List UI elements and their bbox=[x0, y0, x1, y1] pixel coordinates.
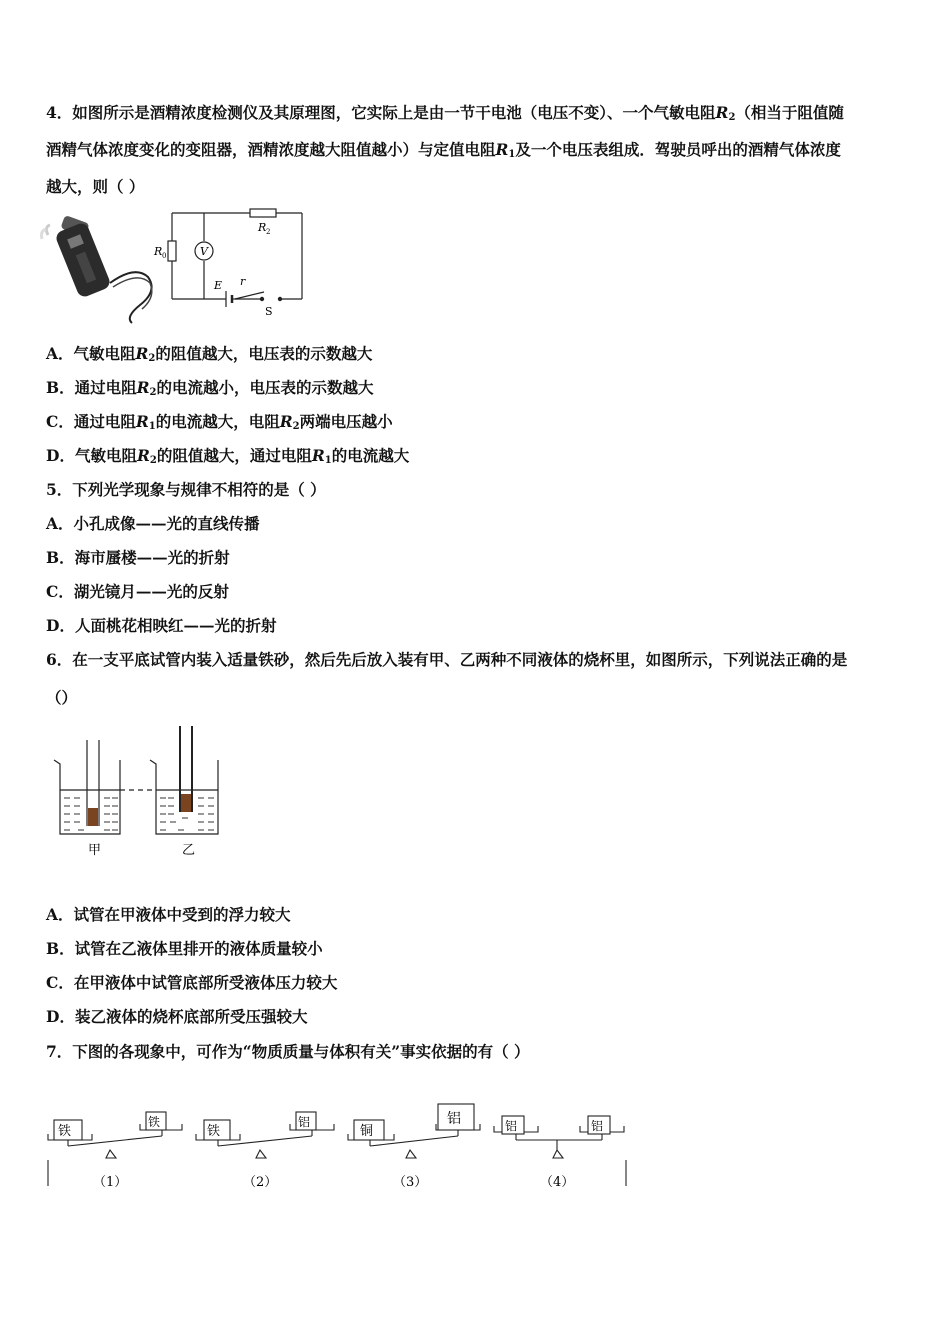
var-sub: 1 bbox=[324, 455, 332, 466]
iron-sand-yi bbox=[181, 794, 191, 812]
r2-label-sub: 2 bbox=[266, 228, 271, 236]
q4-stem-text: 及一个电压表组成．驾驶员呼出的酒精气体浓度 bbox=[515, 140, 841, 159]
var-r: R bbox=[136, 446, 150, 465]
scale-1-left-block: 铁 bbox=[58, 1124, 72, 1139]
emf-label: E bbox=[214, 279, 223, 292]
beaker-label-yi: 乙 bbox=[182, 843, 196, 858]
q7-stem: 7．下图的各现象中，可作为“物质质量与体积有关”事实依据的有（ ） bbox=[46, 1042, 530, 1061]
r0-label: R bbox=[154, 245, 163, 258]
scale-1-caption: （1） bbox=[93, 1175, 128, 1190]
var-r: R bbox=[715, 103, 729, 122]
var-sub: 2 bbox=[728, 112, 736, 123]
option-text: 的电流越大 bbox=[331, 446, 410, 465]
q4-stem-text: 酒精气体浓度变化的变阻器，酒精浓度越大阻值越小）与定值电阻 bbox=[46, 140, 496, 159]
var-r: R bbox=[495, 140, 509, 159]
q6-stem-line-1: 6．在一支平底试管内装入适量铁砂，然后先后放入装有甲、乙两种不同液体的烧杯里，如图所示，下列说法正确的是 bbox=[46, 650, 848, 669]
q5-option-c: C．湖光镜月——光的反射 bbox=[46, 582, 229, 601]
q6-stem-line-2: （） bbox=[46, 688, 78, 707]
iron-sand-jia bbox=[88, 808, 98, 826]
q4-option-d bbox=[46, 446, 906, 466]
q4-stem-line-2 bbox=[46, 140, 906, 160]
var-r: R bbox=[136, 378, 150, 397]
option-text: 的电流越大，电阻 bbox=[155, 412, 280, 431]
q4-stem-text: 4．如图所示是酒精浓度检测仪及其原理图，它实际上是由一节干电池（电压不变）、一个气敏电阻 bbox=[46, 103, 716, 122]
q5-stem: 5．下列光学现象与规律不相符的是（ ） bbox=[46, 480, 326, 499]
q6-option-c: C．在甲液体中试管底部所受液体压力较大 bbox=[46, 973, 338, 992]
option-text: 的阻值越大，电压表的示数越大 bbox=[155, 344, 373, 363]
var-sub: 2 bbox=[149, 455, 157, 466]
breathalyzer-device-image bbox=[42, 215, 152, 323]
r2-label: R bbox=[258, 221, 267, 234]
q6-option-a: A．试管在甲液体中受到的浮力较大 bbox=[46, 905, 291, 924]
switch-label: S bbox=[265, 305, 273, 318]
scale-2-right-block: 铝 bbox=[298, 1115, 311, 1129]
r0-label-sub: 0 bbox=[162, 252, 167, 260]
q4-stem-line-3: 越大，则（ ） bbox=[46, 177, 145, 196]
q6-option-d: D．装乙液体的烧杯底部所受压强较大 bbox=[46, 1007, 308, 1026]
scale-4-caption: （4） bbox=[540, 1175, 575, 1190]
resistor-r2 bbox=[250, 209, 276, 217]
q5-option-d: D．人面桃花相映红——光的折射 bbox=[46, 616, 277, 635]
scale-2-caption: （2） bbox=[243, 1175, 278, 1190]
var-r: R bbox=[135, 344, 149, 363]
q4-figure bbox=[40, 205, 320, 325]
var-sub: 1 bbox=[148, 421, 156, 432]
var-sub: 1 bbox=[508, 149, 516, 160]
var-sub: 2 bbox=[149, 387, 157, 398]
scale-3-right-block: 铝 bbox=[447, 1111, 461, 1127]
scale-3-caption: （3） bbox=[393, 1175, 428, 1190]
scale-4-left-block: 铝 bbox=[505, 1119, 518, 1133]
scale-3-left-block: 铜 bbox=[360, 1124, 374, 1139]
scale-1-right-block: 铁 bbox=[148, 1115, 161, 1129]
q4-option-b bbox=[46, 378, 906, 398]
q6-beakers-figure bbox=[48, 722, 228, 862]
q5-option-b: B．海市蜃楼——光的折射 bbox=[46, 548, 230, 567]
var-sub: 2 bbox=[148, 353, 156, 364]
q4-option-c bbox=[46, 412, 906, 432]
beaker-label-jia: 甲 bbox=[88, 843, 102, 858]
option-text: A．气敏电阻 bbox=[46, 344, 136, 363]
q4-option-a bbox=[46, 344, 906, 364]
resistor-r0 bbox=[168, 241, 176, 261]
option-text: 两端电压越小 bbox=[299, 412, 393, 431]
circuit-diagram bbox=[168, 209, 302, 307]
option-text: D．气敏电阻 bbox=[46, 446, 137, 465]
option-text: C．通过电阻 bbox=[46, 412, 136, 431]
option-text: 的电流越小，电压表的示数越大 bbox=[156, 378, 374, 397]
q4-stem-text: （相当于阻值随 bbox=[735, 103, 844, 122]
var-r: R bbox=[311, 446, 325, 465]
var-sub: 2 bbox=[292, 421, 300, 432]
option-text: 的阻值越大，通过电阻 bbox=[156, 446, 312, 465]
q7-balance-figure bbox=[44, 1100, 634, 1192]
var-r: R bbox=[135, 412, 149, 431]
option-text: B．通过电阻 bbox=[46, 378, 137, 397]
voltmeter-label: V bbox=[200, 245, 208, 258]
scale-4-right-block: 铝 bbox=[591, 1119, 604, 1133]
q5-option-a: A．小孔成像——光的直线传播 bbox=[46, 514, 260, 533]
internal-resistance-label: r bbox=[240, 275, 246, 288]
var-r: R bbox=[279, 412, 293, 431]
q6-option-b: B．试管在乙液体里排开的液体质量较小 bbox=[46, 939, 323, 958]
q4-stem-line-1 bbox=[46, 103, 906, 123]
switch-contact bbox=[278, 297, 281, 300]
scale-2-left-block: 铁 bbox=[207, 1124, 221, 1139]
